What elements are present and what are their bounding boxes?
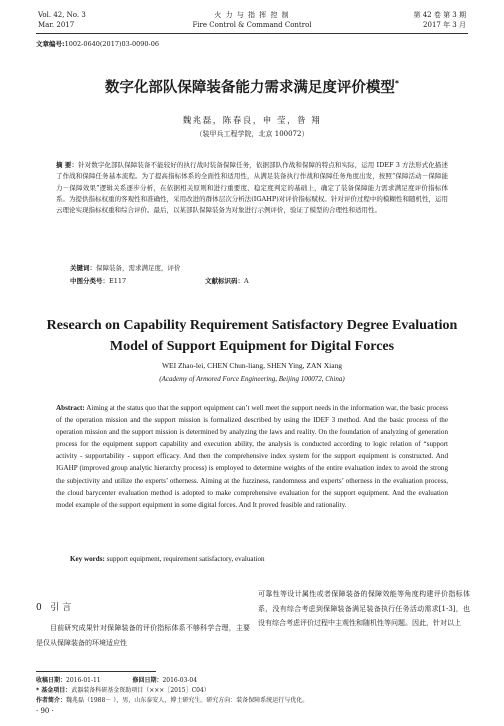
cn-document-code-label: 文献标识码： <box>205 277 244 285</box>
footnote-fund <box>36 685 210 694</box>
cn-classification <box>70 276 370 285</box>
en-abstract-text: Aiming at the status quo that the support equipment can’t well meet the support needs in the information war, the basic process of the operation mission and the support mission is formalized described by using the IDEF 3 method. And the basic process of the operation mission and the support mission is determined by analyzing the laws and reality. On the foundation of analyzing of generation process for the equipment support capability and execution ability, the analysis is conducted according to logic relation of “support activity - supportability - support efficacy. And then the comprehensive index system for the support equipment is constructed. And IGAHP (improved group analytic hierarchy process) is employed to determine weights of the entire evaluation index to avoid the strong the subjectivity and utilize the experts’ otherness. Aiming at the fuzziness, randomness and experts’ otherness in the evaluation process, the cloud barycenter evaluation method is adopted to make comprehensive evaluation for the support equipment. And the evaluation model example of the support equipment in some digital forces. And It proved feasible and rationality. <box>56 404 448 509</box>
header-journal-en: Fire Control & Command Control <box>192 21 312 29</box>
en-title-line-1: Research on Capability Requirement Satisfactory Degree Evaluation <box>46 318 458 333</box>
page-number: · 90 · <box>36 707 54 715</box>
received-label: 收稿日期： <box>36 677 67 684</box>
body-column-right <box>258 587 470 631</box>
en-title <box>0 315 504 357</box>
revised-date: 2016-03-04 <box>162 677 198 684</box>
header-volume-cn-block <box>414 10 467 30</box>
cn-document-code <box>205 276 249 285</box>
article-number-label: 文章编号: <box>36 40 65 48</box>
en-keywords-label: Key words: <box>70 555 105 563</box>
cn-abstract <box>56 160 448 216</box>
en-abstract-label: Abstract: <box>56 404 85 412</box>
section-title: 引 言 <box>50 603 72 613</box>
en-title-line-2: Model of Support Equipment for Digital Forces <box>109 339 395 354</box>
cn-title <box>0 76 504 97</box>
cn-title-footnote-mark: * <box>394 79 400 89</box>
section-heading-introduction <box>36 600 71 613</box>
received-date: 2016-01-11 <box>66 677 101 684</box>
author-bio-label: 作者简介： <box>36 697 67 704</box>
article-number <box>36 39 159 48</box>
en-authors: WEI Zhao-lei, CHEN Chun-liang, SHEN Ying, ZAN Xiang <box>161 361 343 370</box>
fund-label: * 基金项目： <box>36 687 72 694</box>
cn-keywords-label: 关键词： <box>70 264 96 272</box>
cn-title-text: 数字化部队保障装备能力需求满足度评价模型 <box>104 80 395 96</box>
body-column-right-text: 可靠性等设计属性或者保障装备的保障效能等角度构建评价指标体系，没有综合考虑到保障装备满足装备执行任务活动需求[1-3]，也没有综合考虑评价过程中主观性和随机性等问题。因此，针对以上 <box>258 590 470 628</box>
author-bio-text: 魏兆磊（1988－ ），男，山东泰安人，博士研究生。研究方向：装备保障系统运行与优化。 <box>66 697 309 704</box>
body-column-left <box>36 621 250 650</box>
header-date-cn: 2017 年 3 月 <box>423 21 466 29</box>
cn-affiliation: （装甲兵工程学院，北京 100072） <box>195 130 309 138</box>
en-affiliation: (Academy of Armored Force Engineering, Beijing 100072, China) <box>159 375 345 383</box>
cn-abstract-text: 针对数字化部队保障装备不能较好的执行战时装备保障任务，依据部队作战和保障的特点和实际，运用 IDEF 3 方法形式化描述了作战和保障任务基本流程。为了提高指标体系的全面性和适用性，从满足装备执行作战和保障任务角度出发，按照“保障活动－保障能力－保障效果”逻辑关系逐步分析，在依据相关原则和进行重要度、稳定度判定的基础上，确定了装备保障能力需求满足度评价指标体系。为提供指标权重的客观性和准确性，采用改进的群体层次分析法(IGAHP)对评价指标赋权。针对评价过程中的模糊性和随机性，运用云理论实现指标权重和综合评价。最后，以某部队保障装备为对象进行示例评价，验证了模型的合理性和适用性。 <box>56 161 449 215</box>
header-date: Mar. 2017 <box>38 21 75 29</box>
article-number-value: 1002-0640(2017)03-0090-06 <box>64 40 159 48</box>
section-number: 0 <box>36 603 42 613</box>
header-volume-cn: 第 42 卷 第 3 期 <box>413 11 466 19</box>
cn-authors: 魏兆磊，陈春良，申 莹，昝 翔 <box>182 116 322 126</box>
revised-label: 修回日期： <box>132 677 163 684</box>
cn-keywords <box>70 263 181 272</box>
cn-document-code-value: A <box>244 277 249 285</box>
header-rule <box>36 33 468 34</box>
cn-classification-label: 中图分类号： <box>70 277 109 285</box>
header-journal-cn: 火 力 与 指 挥 控 制 <box>214 11 290 19</box>
en-abstract <box>56 402 448 511</box>
en-keywords <box>70 555 450 563</box>
cn-abstract-label: 摘 要： <box>56 161 79 169</box>
footnote-rule <box>36 671 156 672</box>
fund-text: 武器装备科研基金资助项目（×××［2015］C04） <box>71 687 210 694</box>
body-column-left-text: 目前研究成果针对保障装备的评价指标体系不够科学合理，主要是仅从保障装备的环境适应性 <box>36 624 250 647</box>
footnote-author <box>36 695 308 704</box>
footnote-dates <box>36 675 197 684</box>
en-keywords-text: support equipment, requirement satisfactory, evaluation <box>106 555 265 563</box>
cn-keywords-text: 保障装备，需求满足度，评价 <box>96 264 181 272</box>
cn-classification-value: E117 <box>109 277 127 285</box>
header-volume: Vol. 42, No. 3 <box>38 11 86 19</box>
